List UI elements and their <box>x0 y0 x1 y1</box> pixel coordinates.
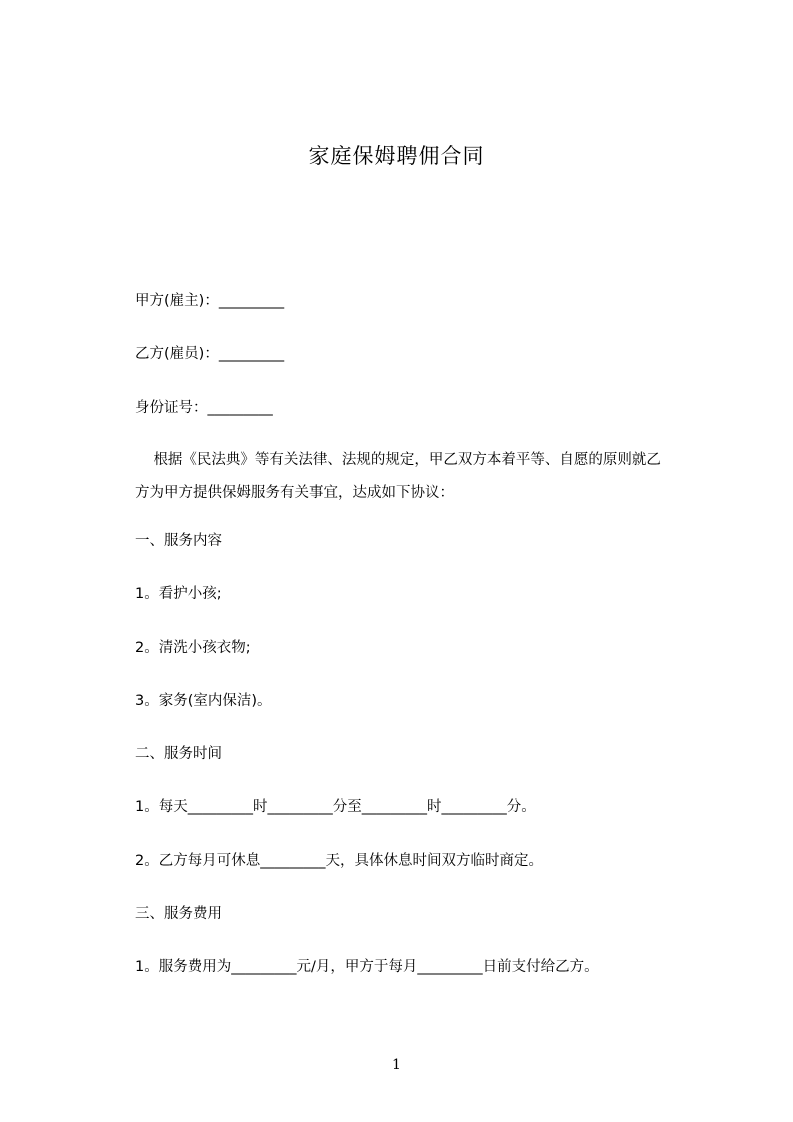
service-item-childcare: 1。看护小孩; <box>135 586 222 602</box>
party-b-line: 乙方(雇员)：_________ <box>135 346 285 362</box>
service-item-laundry: 2。清洗小孩衣物; <box>135 640 251 656</box>
intro-paragraph: 根据《民法典》等有关法律、法规的规定，甲乙双方本着平等、自愿的原则就乙方为甲方提供保姆服务有关事宜，达成如下协议： <box>135 452 661 501</box>
section-heading-service-content: 一、服务内容 <box>135 533 222 549</box>
time-item-rest-days: 2。乙方每月可休息_________天，具体休息时间双方临时商定。 <box>135 853 543 869</box>
service-item-housework: 3。家务(室内保洁)。 <box>135 693 272 709</box>
section-heading-service-time: 二、服务时间 <box>135 746 222 762</box>
id-number-line: 身份证号：_________ <box>135 400 273 416</box>
fee-item-monthly-payment: 1。服务费用为_________元/月，甲方于每月_________日前支付给乙方。 <box>135 959 599 975</box>
section-heading-service-fee: 三、服务费用 <box>135 906 222 922</box>
document-title: 家庭保姆聘佣合同 <box>308 144 485 168</box>
page-number: 1 <box>392 1057 401 1073</box>
party-a-line: 甲方(雇主)：_________ <box>135 293 285 309</box>
time-item-daily-hours: 1。每天_________时_________分至_________时_________分。 <box>135 799 536 815</box>
